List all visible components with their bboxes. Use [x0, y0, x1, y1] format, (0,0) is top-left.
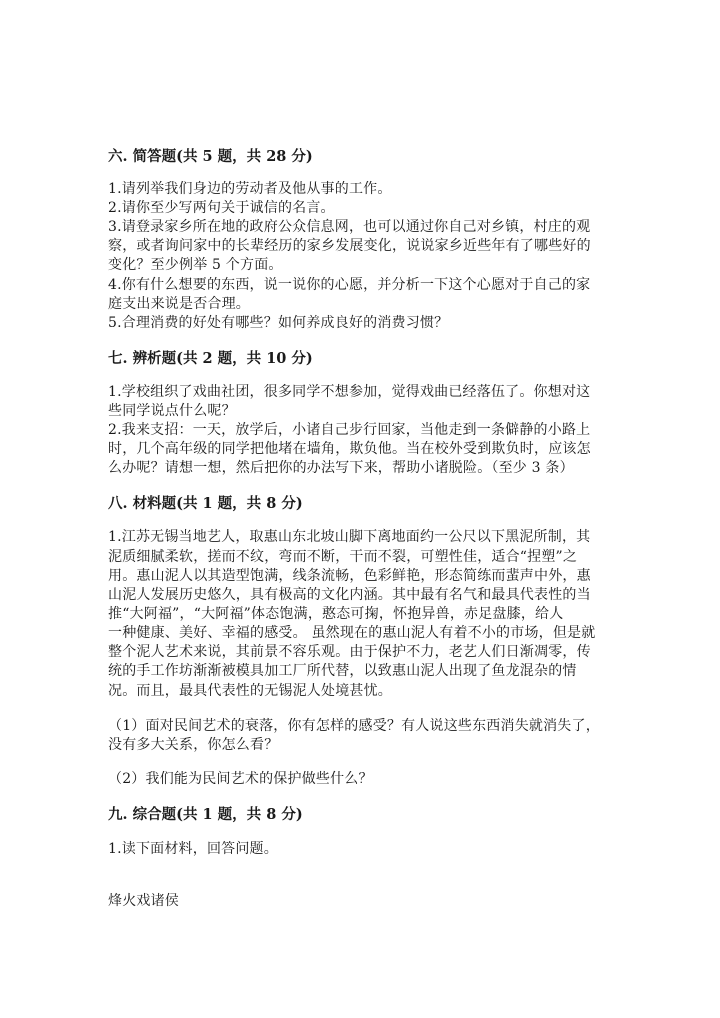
s6-line-1: 1.请列举我们身边的劳动者及他从事的工作。 [108, 181, 392, 197]
s6-line-4: 察，或者询问家中的长辈经历的家乡发展变化，说说家乡近些年有了哪些好的 [108, 238, 591, 254]
s8-line-3: 用。惠山泥人以其造型饱满，线条流畅，色彩鲜艳，形态简练而蜚声中外，惠 [108, 568, 591, 584]
s8-line-6: 一种健康、美好、幸福的感受。 虽然现在的惠山泥人有着不小的市场，但是就 [108, 625, 596, 641]
s8-line-2: 泥质细腻柔软，搓而不纹，弯而不断，干而不裂，可塑性佳，适合“捏塑”之 [108, 549, 578, 565]
section-6-heading: 六. 简答题(共 5 题，共 28 分) [108, 148, 313, 165]
s9-line-1: 1.读下面材料，回答问题。 [108, 841, 278, 857]
s8-line-9: 况。而且，最具代表性的无锡泥人处境甚忧。 [108, 683, 392, 699]
section-7-heading: 七. 辨析题(共 2 题，共 10 分) [108, 350, 313, 367]
s6-line-3: 3.请登录家乡所在地的政府公众信息网，也可以通过你自己对乡镇，村庄的观 [108, 219, 591, 235]
s8-q2-line: （2）我们能为民间艺术的保护做些什么？ [108, 771, 373, 787]
s8-line-4: 山泥人发展历史悠久，具有极高的文化内涵。其中最有名气和最具代表性的当 [108, 587, 591, 603]
s6-line-8: 5.合理消费的好处有哪些？如何养成良好的消费习惯？ [108, 315, 449, 331]
s7-line-5: 么办呢？请想一想，然后把你的办法写下来，帮助小诸脱险。（至少 3 条） [108, 460, 574, 476]
s7-line-2: 些同学说点什么呢？ [108, 403, 236, 419]
s8-q1-line-2: 没有多大关系，你怎么看？ [108, 737, 279, 753]
s8-line-8: 统的手工作坊渐渐被模具加工厂所代替，以致惠山泥人出现了鱼龙混杂的情 [108, 663, 577, 679]
section-8-heading: 八. 材料题(共 1 题，共 8 分) [108, 495, 303, 512]
s8-q1-line-1: （1）面对民间艺术的衰落，你有怎样的感受？有人说这些东西消失就消失了， [108, 718, 600, 734]
s7-line-4: 时，几个高年级的同学把他堵在墙角，欺负他。当在校外受到欺负时，应该怎 [108, 441, 591, 457]
s6-line-6: 4.你有什么想要的东西，说一说你的心愿，并分析一下这个心愿对于自己的家 [108, 277, 591, 293]
s7-line-1: 1.学校组织了戏曲社团，很多同学不想参加，觉得戏曲已经落伍了。你想对这 [108, 384, 591, 400]
s9-material-title: 烽火戏诸侯 [108, 893, 179, 909]
section-9-heading: 九. 综合题(共 1 题，共 8 分) [108, 806, 303, 823]
s8-line-7: 整个泥人艺术来说，其前景不容乐观。由于保护不力，老艺人们日渐凋零，传 [108, 644, 591, 660]
s6-line-7: 庭支出来说是否合理。 [108, 296, 250, 312]
s7-line-3: 2.我来支招：一天，放学后，小诸自己步行回家，当他走到一条僻静的小路上 [108, 422, 591, 438]
s6-line-2: 2.请你至少写两句关于诚信的名言。 [108, 200, 335, 216]
s8-line-1: 1.江苏无锡当地艺人，取惠山东北坡山脚下离地面约一公尺以下黑泥所制，其 [108, 529, 591, 545]
s6-line-5: 变化？至少例举 5 个方面。 [108, 257, 283, 273]
s8-line-5: 推“大阿福”，“大阿福”体态饱满，憨态可掬，怀抱异兽，赤足盘膝，给人 [108, 606, 564, 622]
